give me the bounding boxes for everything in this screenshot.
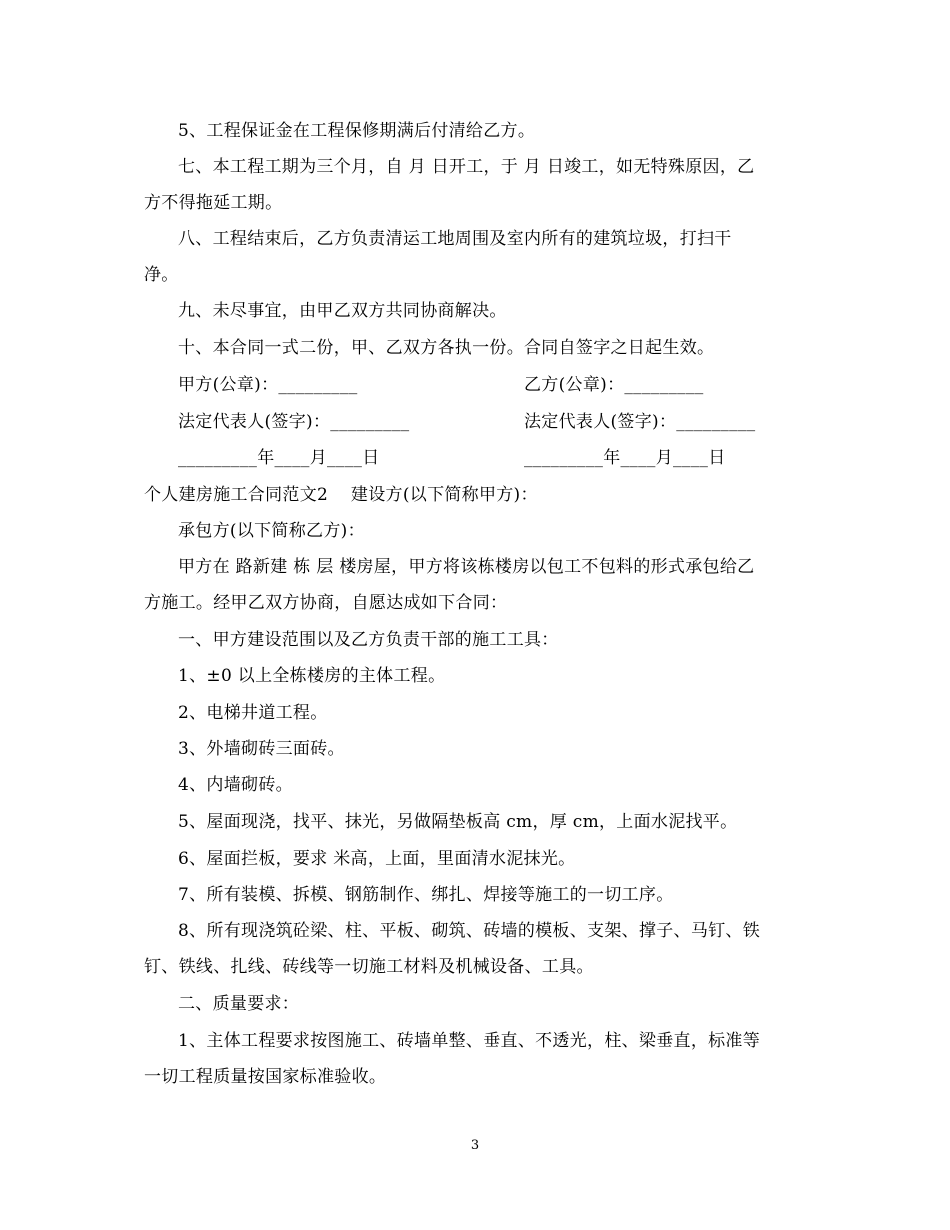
paragraph-scope-heading: 一、甲方建设范围以及乙方负责干部的施工工具：: [178, 630, 559, 650]
paragraph-scope-4: 4、内墙砌砖。: [178, 775, 293, 795]
paragraph-scope-3: 3、外墙砌砖三面砖。: [178, 739, 345, 759]
paragraph-quality-1: 1、主体工程要求按图施工、砖墙单整、垂直、不透光，柱、梁垂直，标准等: [178, 1031, 761, 1051]
paragraph-scope-8: 8、所有现浇筑砼梁、柱、平板、砌筑、砖墙的模板、支架、撑子、马钉、铁: [178, 921, 761, 941]
paragraph-term-8-cont: 净。: [144, 265, 179, 285]
paragraph-term-10: 十、本合同一式二份，甲、乙双方各执一份。合同自签字之日起生效。: [178, 338, 715, 358]
signature-party-a-rep: 法定代表人(签字)：_________: [178, 412, 410, 432]
paragraph-scope-8-cont: 钉、铁线、扎线、砖线等一切施工材料及机械设备、工具。: [144, 957, 594, 977]
signature-party-b-seal: 乙方(公章)：_________: [524, 375, 704, 395]
contract-2-heading: 个人建房施工合同范文2 建设方(以下简称甲方)：: [144, 485, 538, 505]
paragraph-contractor: 承包方(以下简称乙方)：: [178, 521, 365, 541]
paragraph-scope-5: 5、屋面现浇，找平、抹光，另做隔垫板高 cm，厚 cm，上面水泥找平。: [178, 812, 738, 832]
signature-party-a-seal: 甲方(公章)：_________: [178, 375, 358, 395]
paragraph-scope-1: 1、±0 以上全栋楼房的主体工程。: [178, 666, 446, 686]
paragraph-term-9: 九、未尽事宜，由甲乙双方共同协商解决。: [178, 301, 507, 321]
signature-party-b-rep: 法定代表人(签字)：_________: [524, 412, 756, 432]
paragraph-scope-2: 2、电梯井道工程。: [178, 703, 328, 723]
paragraph-quality-1-cont: 一切工程质量按国家标准验收。: [144, 1067, 387, 1087]
paragraph-term-7: 七、本工程工期为三个月，自 月 日开工，于 月 日竣工，如无特殊原因，乙: [178, 157, 755, 177]
paragraph-term-7-cont: 方不得拖延工期。: [144, 193, 283, 213]
page-number: 3: [470, 1138, 480, 1153]
paragraph-intro-cont: 方施工。经甲乙双方协商，自愿达成如下合同：: [144, 593, 508, 613]
paragraph-quality-heading: 二、质量要求：: [178, 994, 300, 1014]
signature-party-b-date: _________年____月____日: [524, 448, 726, 468]
paragraph-scope-6: 6、屋面拦板，要求 米高，上面，里面清水泥抹光。: [178, 849, 576, 869]
paragraph-term-8: 八、工程结束后，乙方负责清运工地周围及室内所有的建筑垃圾，打扫干: [178, 229, 732, 249]
paragraph-intro: 甲方在 路新建 栋 层 楼房屋，甲方将该栋楼房以包工不包料的形式承包给乙: [178, 557, 755, 577]
paragraph-scope-7: 7、所有装模、拆模、钢筋制作、绑扎、焊接等施工的一切工序。: [178, 885, 674, 905]
signature-party-a-date: _________年____月____日: [178, 448, 380, 468]
paragraph-guarantee: 5、工程保证金在工程保修期满后付清给乙方。: [178, 121, 536, 141]
